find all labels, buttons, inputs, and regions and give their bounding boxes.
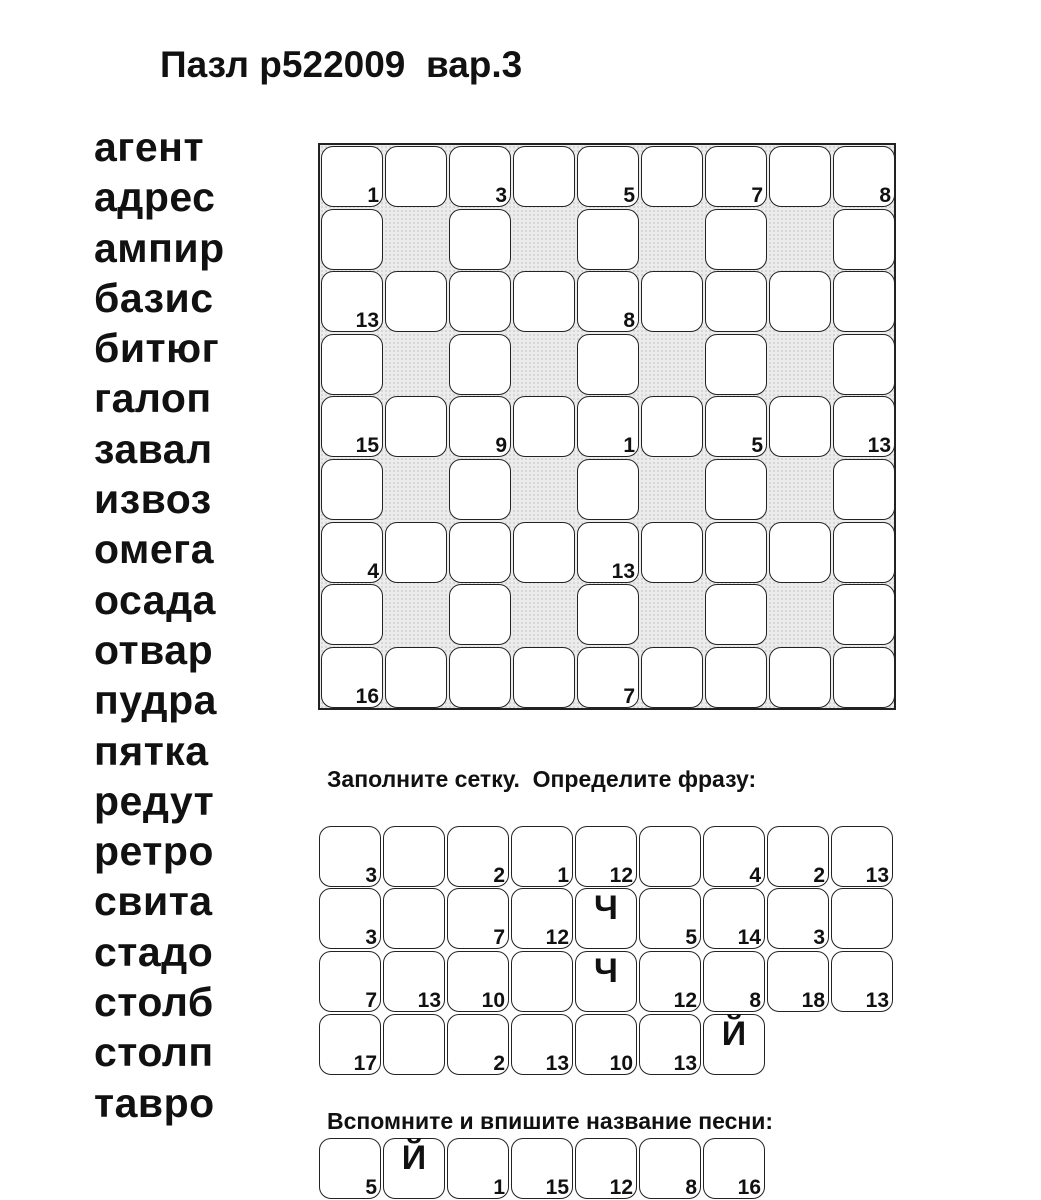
grid-cell[interactable] (321, 459, 383, 520)
cell-number: 8 (879, 184, 891, 207)
phrase-cell[interactable] (639, 826, 701, 887)
grid-cell[interactable] (449, 459, 511, 520)
cell-number: 2 (813, 864, 825, 887)
grid-cell[interactable] (769, 396, 831, 457)
grid-cell[interactable] (705, 647, 767, 708)
grid-cell[interactable] (385, 647, 447, 708)
phrase-cell[interactable] (575, 826, 637, 887)
cell-number: 3 (495, 184, 507, 207)
grid-cell[interactable] (449, 209, 511, 270)
cell-number: 5 (685, 926, 697, 949)
cell-number: 1 (557, 864, 569, 887)
grid-cell[interactable] (705, 334, 767, 395)
grid-cell[interactable] (833, 584, 895, 645)
grid-cell[interactable] (705, 146, 767, 207)
grid-cell[interactable] (385, 522, 447, 583)
grid-cell[interactable] (577, 522, 639, 583)
cell-number: 2 (493, 864, 505, 887)
cell-number: 13 (865, 989, 889, 1012)
phrase-cell[interactable] (319, 826, 381, 887)
phrase-instruction: Заполните сетку. Определите фразу: (327, 766, 757, 792)
cell-number: 5 (751, 434, 763, 458)
grid-cell[interactable] (769, 522, 831, 583)
cell-number: 12 (609, 864, 633, 887)
phrase-cell[interactable] (767, 888, 829, 949)
grid-cell[interactable] (449, 396, 511, 457)
grid-cell[interactable] (705, 396, 767, 457)
grid-cell[interactable] (449, 334, 511, 395)
cell-number: 10 (609, 1052, 633, 1075)
phrase-cell[interactable] (767, 951, 829, 1012)
grid-cell[interactable] (641, 396, 703, 457)
phrase-cell[interactable] (319, 1014, 381, 1075)
cell-number: 8 (685, 1176, 697, 1199)
grid-cell[interactable] (641, 522, 703, 583)
phrase-cell[interactable] (447, 1014, 509, 1075)
grid-cell[interactable] (321, 334, 383, 395)
cell-number: 4 (749, 864, 761, 887)
grid-cell[interactable] (513, 396, 575, 457)
song-cell[interactable] (511, 1138, 573, 1199)
cell-number: 7 (493, 926, 505, 949)
song-cell[interactable] (575, 1138, 637, 1199)
word-item: столп (94, 1029, 214, 1076)
cell-number: 7 (751, 184, 763, 207)
grid-cell[interactable] (769, 647, 831, 708)
grid-cell[interactable] (769, 271, 831, 332)
cell-number: 16 (355, 684, 379, 708)
grid-cell[interactable] (321, 271, 383, 332)
phrase-cell[interactable] (767, 826, 829, 887)
cell-number: 18 (801, 989, 825, 1012)
word-item: извоз (94, 476, 212, 523)
word-item: адрес (94, 174, 216, 221)
cell-letter: Й (401, 1139, 427, 1177)
word-item: завал (94, 425, 213, 472)
word-item: отвар (94, 626, 214, 673)
grid-cell[interactable] (833, 271, 895, 332)
word-item: ретро (94, 828, 214, 875)
grid-cell[interactable] (577, 584, 639, 645)
phrase-cell[interactable] (319, 888, 381, 949)
grid-cell[interactable] (321, 209, 383, 270)
phrase-cell[interactable] (511, 951, 573, 1012)
grid-cell[interactable] (449, 647, 511, 708)
grid-cell[interactable] (705, 271, 767, 332)
grid-cell[interactable] (385, 396, 447, 457)
grid-cell[interactable] (577, 209, 639, 270)
phrase-cell[interactable] (639, 951, 701, 1012)
cell-number: 12 (673, 989, 697, 1012)
grid-cell[interactable] (513, 271, 575, 332)
phrase-cell[interactable] (639, 1014, 701, 1075)
cell-number: 17 (353, 1052, 377, 1075)
phrase-cell[interactable] (383, 951, 445, 1012)
cell-number: 14 (737, 926, 761, 949)
phrase-cell[interactable] (447, 951, 509, 1012)
phrase-cell[interactable] (703, 888, 765, 949)
cell-letter: Ч (594, 889, 618, 927)
cell-number: 2 (493, 1052, 505, 1075)
cell-number: 4 (367, 559, 379, 583)
cell-number: 13 (673, 1052, 697, 1075)
grid-cell[interactable] (641, 271, 703, 332)
cell-number: 3 (365, 926, 377, 949)
grid-cell[interactable] (833, 396, 895, 457)
cell-number: 13 (355, 309, 379, 333)
cell-number: 10 (481, 989, 505, 1012)
cell-number: 1 (623, 434, 635, 458)
word-item: омега (94, 526, 215, 573)
word-item: свита (94, 878, 213, 925)
cell-number: 12 (545, 926, 569, 949)
cell-letter: Ч (594, 952, 618, 990)
grid-cell[interactable] (769, 146, 831, 207)
word-item: тавро (94, 1079, 215, 1126)
grid-cell[interactable] (641, 647, 703, 708)
cell-number: 3 (365, 864, 377, 887)
crossword-grid (318, 143, 896, 710)
word-item: стадо (94, 928, 214, 975)
grid-cell[interactable] (833, 647, 895, 708)
grid-cell[interactable] (385, 146, 447, 207)
phrase-cell[interactable] (383, 888, 445, 949)
grid-cell[interactable] (321, 647, 383, 708)
grid-cell[interactable] (577, 647, 639, 708)
phrase-cell[interactable] (383, 1014, 445, 1075)
word-item: редут (94, 777, 215, 824)
song-cell[interactable] (319, 1138, 381, 1199)
phrase-cell[interactable] (575, 1014, 637, 1075)
phrase-cell[interactable] (319, 951, 381, 1012)
word-item: галоп (94, 375, 212, 422)
phrase-cell[interactable] (703, 951, 765, 1012)
grid-cell[interactable] (833, 459, 895, 520)
word-item: битюг (94, 325, 220, 372)
cell-number: 16 (737, 1176, 761, 1199)
cell-number: 13 (417, 989, 441, 1012)
phrase-cell[interactable] (383, 826, 445, 887)
grid-cell[interactable] (641, 146, 703, 207)
grid-cell[interactable] (577, 396, 639, 457)
song-cell[interactable] (447, 1138, 509, 1199)
cell-number: 7 (623, 684, 635, 708)
phrase-cell[interactable] (447, 888, 509, 949)
grid-cell[interactable] (833, 522, 895, 583)
word-item: пятка (94, 727, 209, 774)
cell-number: 1 (367, 184, 379, 207)
phrase-cell[interactable] (575, 951, 637, 1012)
song-cell[interactable] (639, 1138, 701, 1199)
cell-number: 9 (495, 434, 507, 458)
cell-letter: Й (721, 1015, 747, 1053)
grid-cell[interactable] (577, 271, 639, 332)
word-item: осада (94, 576, 216, 623)
song-instruction: Вспомните и впишите название песни: (327, 1108, 774, 1134)
cell-number: 12 (609, 1176, 633, 1199)
cell-number: 1 (493, 1176, 505, 1199)
song-cell[interactable] (703, 1138, 765, 1199)
word-item: ампир (94, 224, 225, 271)
grid-cell[interactable] (833, 334, 895, 395)
phrase-cell[interactable] (511, 1014, 573, 1075)
grid-cell[interactable] (449, 522, 511, 583)
grid-cell[interactable] (705, 209, 767, 270)
phrase-cell[interactable] (831, 951, 893, 1012)
word-item: пудра (94, 677, 217, 724)
phrase-cell[interactable] (703, 826, 765, 887)
grid-cell[interactable] (321, 396, 383, 457)
cell-number: 7 (365, 989, 377, 1012)
grid-cell[interactable] (321, 146, 383, 207)
cell-number: 15 (355, 434, 379, 458)
grid-cell[interactable] (833, 209, 895, 270)
grid-cell[interactable] (449, 271, 511, 332)
phrase-cell[interactable] (831, 826, 893, 887)
phrase-cell[interactable] (447, 826, 509, 887)
cell-number: 3 (813, 926, 825, 949)
song-cell[interactable] (383, 1138, 445, 1199)
word-list (94, 122, 225, 1128)
cell-number: 15 (545, 1176, 569, 1199)
grid-cell[interactable] (449, 584, 511, 645)
cell-number: 13 (865, 864, 889, 887)
grid-cell[interactable] (321, 522, 383, 583)
phrase-cell[interactable] (511, 888, 573, 949)
grid-cell[interactable] (577, 146, 639, 207)
word-item: агент (94, 124, 205, 170)
grid-cell[interactable] (385, 271, 447, 332)
phrase-cell[interactable] (703, 1014, 765, 1075)
grid-cell[interactable] (705, 584, 767, 645)
cell-number: 13 (611, 559, 635, 583)
grid-cell[interactable] (513, 146, 575, 207)
phrase-cell[interactable] (511, 826, 573, 887)
grid-cell[interactable] (577, 334, 639, 395)
grid-cell[interactable] (449, 146, 511, 207)
grid-cell[interactable] (705, 522, 767, 583)
phrase-cell[interactable] (575, 888, 637, 949)
cell-number: 13 (545, 1052, 569, 1075)
grid-cell[interactable] (321, 584, 383, 645)
phrase-cell[interactable] (831, 888, 893, 949)
grid-cell[interactable] (513, 647, 575, 708)
grid-cell[interactable] (577, 459, 639, 520)
cell-number: 8 (623, 309, 635, 333)
grid-cell[interactable] (705, 459, 767, 520)
cell-number: 5 (365, 1176, 377, 1199)
word-item: базис (94, 274, 214, 321)
grid-cell[interactable] (513, 522, 575, 583)
word-item: столб (94, 979, 214, 1026)
cell-number: 13 (867, 434, 891, 458)
phrase-cell[interactable] (639, 888, 701, 949)
cell-number: 8 (749, 989, 761, 1012)
grid-cell[interactable] (833, 146, 895, 207)
cell-number: 5 (623, 184, 635, 207)
puzzle-title: Пазл p522009 вар.3 (160, 44, 523, 85)
